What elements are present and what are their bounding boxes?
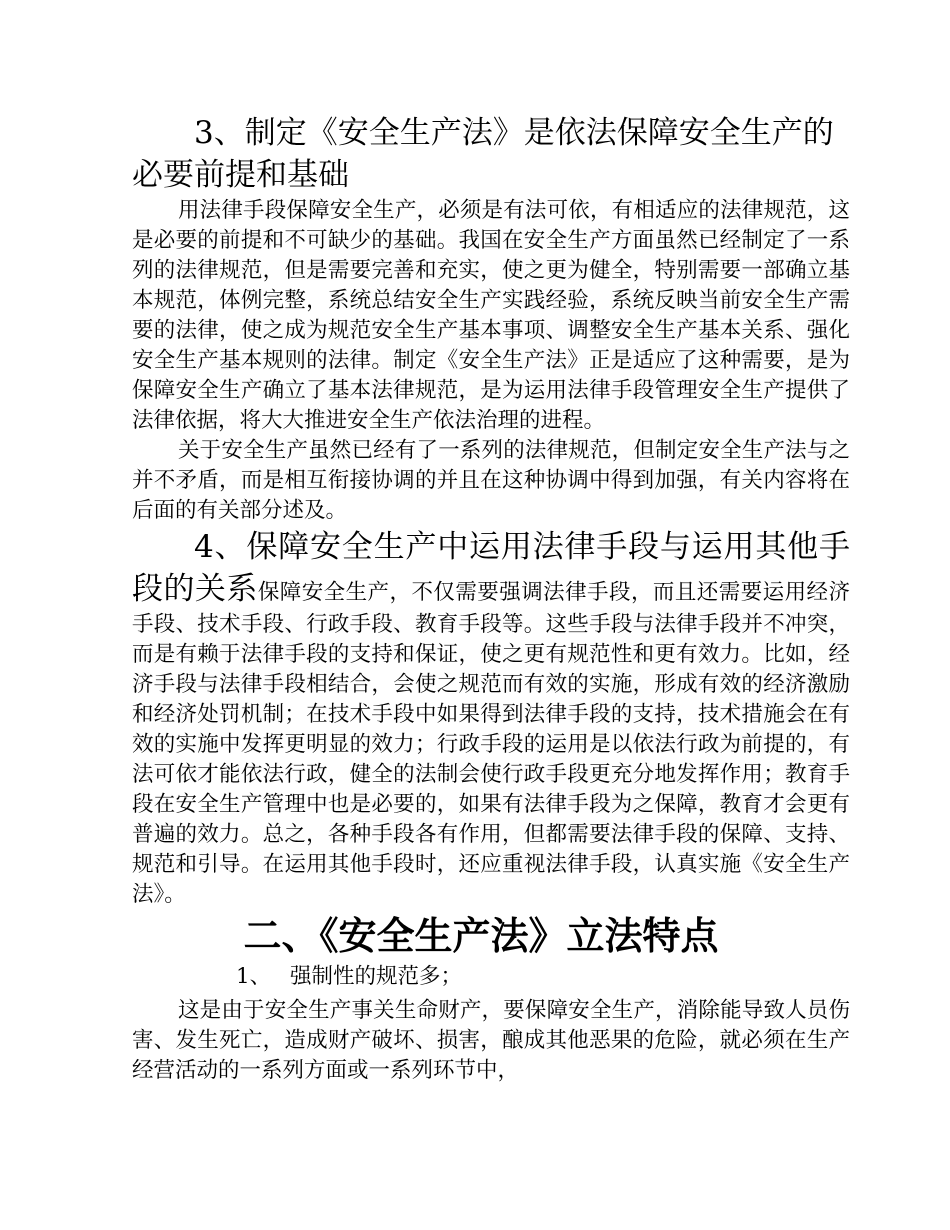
- section-4-body: 保障安全生产，不仅需要强调法律手段，而且还需要运用经济手段、技术手段、行政手段、教育手段等。这些手段与法律手段并不冲突，而是有赖于法律手段的支持和保证，使之更有规范性和更有效力。比如，经济手段与法律手段相结合，会使之规范而有效的实施，形成有效的经济激励和经济处罚机制；在技术手段中如果得到法律手段的支持，技术措施会在有效的实施中发挥更明显的效力；行政手段的运用是以依法行政为前提的，有法可依才能依法行政，健全的法制会使行政手段更充分地发挥作用；教育手段在安全生产管理中也是必要的，如果有法律手段为之保障，教育才会更有普遍的效力。总之，各种手段各有作用，但都需要法律手段的保障、支持、规范和引导。在运用其他手段时，还应重视法律手段，认真实施《安全生产法》。: [132, 580, 851, 907]
- list-item-1: [132, 962, 850, 992]
- section-3-paragraph-2: 关于安全生产虽然已经有了一系列的法律规范，但制定安全生产法与之并不矛盾，而是相互衔接协调的并且在这种协调中得到加强，有关内容将在后面的有关部分述及。: [132, 438, 850, 523]
- part-2-paragraph: 这是由于安全生产事关生命财产，要保障安全生产，消除能导致人员伤害、发生死亡，造成财产破坏、损害，酿成其他恶果的危险，就必须在生产经营活动的一系列方面或一系列环节中，: [132, 998, 850, 1083]
- document-page: [132, 112, 850, 1086]
- part-2-heading: 二、《安全生产法》立法特点: [243, 913, 719, 958]
- section-4-heading: 4、保障安全生产中运用法律手段与运用其他手段的关系: [132, 529, 850, 607]
- list-item-1-number: 1、: [236, 964, 272, 989]
- section-3-paragraph-1: 用法律手段保障安全生产，必须是有法可依，有相适应的法律规范，这是必要的前提和不可缺少的基础。我国在安全生产方面虽然已经制定了一系列的法律规范，但是需要完善和充实，使之更为健全，特别需要一部确立基本规范，体例完整，系统总结安全生产实践经验，系统反映当前安全生产需要的法律，使之成为规范安全生产基本事项、调整安全生产基本关系、强化安全生产基本规则的法律。制定《安全生产法》正是适应了这种需要，是为保障安全生产确立了基本法律规范，是为运用法律手段管理安全生产提供了法律依据，将大大推进安全生产依法治理的进程。: [132, 198, 850, 433]
- list-item-1-text: 强制性的规范多；: [290, 964, 463, 989]
- section-4-block: [132, 526, 850, 910]
- section-3-heading: 3、制定《安全生产法》是依法保障安全生产的必要前提和基础: [132, 115, 834, 193]
